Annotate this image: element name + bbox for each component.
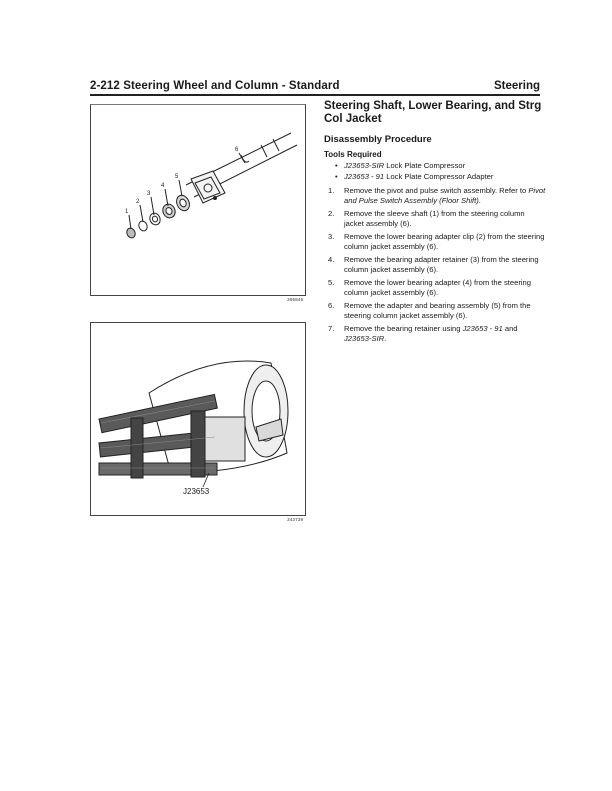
step-number: 5. <box>328 278 335 287</box>
step-number: 2. <box>328 209 335 218</box>
step-item <box>324 255 546 275</box>
tools-heading: Tools Required <box>324 150 382 159</box>
step-text: . <box>384 334 387 343</box>
figure-id-bottom: 343739 <box>287 518 304 523</box>
step-text: Remove the lower bearing adapter (4) from the steering column jacket assembly (6). <box>344 278 531 297</box>
step-number: 6. <box>328 301 335 310</box>
callout-3: 3 <box>147 191 151 197</box>
step-text: Remove the bearing retainer using <box>344 324 463 333</box>
page-header-title: 2-212 Steering Wheel and Column - Standard <box>90 80 340 92</box>
tool-list <box>324 161 546 182</box>
tool-item <box>324 161 546 172</box>
step-item <box>324 232 546 252</box>
step-number: 1. <box>328 186 335 195</box>
step-item <box>324 324 546 344</box>
tool-label-j23653: J23653 <box>183 487 210 496</box>
step-text: Remove the adapter and bearing assembly (5) from the steering column jacket assembly (6). <box>344 301 531 320</box>
step-text: Remove the pivot and pulse switch assembly. Refer to <box>344 186 529 195</box>
step-text: and <box>502 324 518 333</box>
step-item <box>324 209 546 229</box>
exploded-view-figure <box>90 104 306 303</box>
step-item <box>324 301 546 321</box>
tool-number: J23653-SIR <box>344 161 385 170</box>
procedure-title: Steering Shaft, Lower Bearing, and Strg Col Jacket <box>324 100 542 125</box>
step-text: Remove the sleeve shaft (1) from the steering column jacket assembly (6). <box>344 209 525 228</box>
tool-description: Lock Plate Compressor <box>384 161 466 170</box>
step-item <box>324 186 546 206</box>
step-text: Remove the bearing adapter retainer (3) from the steering column jacket assembly (6). <box>344 255 539 274</box>
step-number: 3. <box>328 232 335 241</box>
step-number: 7. <box>328 324 335 333</box>
figure-id-top: 356846 <box>287 298 304 303</box>
tool-description: Lock Plate Compressor Adapter <box>384 171 494 181</box>
step-number: 4. <box>328 255 335 264</box>
step-text: Remove the lower bearing adapter clip (2) from the steering column jacket assembly (6). <box>344 232 545 251</box>
tool-number: J23653 - 91 <box>344 171 385 181</box>
callout-4: 4 <box>161 183 165 189</box>
tool-item <box>324 172 546 183</box>
callout-2: 2 <box>136 199 140 205</box>
step-item <box>324 278 546 298</box>
compressor-tool-figure <box>90 322 306 523</box>
callout-5: 5 <box>175 174 179 180</box>
step-reference-link[interactable]: Pivot and Pulse Switch Assembly (Floor Shift) <box>344 186 546 205</box>
tool-reference: J23653-SIR <box>344 334 385 343</box>
exploded-view-drawing <box>91 105 305 295</box>
step-text: . <box>478 196 481 205</box>
page-header-section: Steering <box>493 80 540 92</box>
procedure-steps <box>324 186 546 344</box>
callout-1: 1 <box>125 209 129 215</box>
callout-6: 6 <box>235 147 239 153</box>
header-rule <box>90 94 540 96</box>
tool-reference: J23653 - 91 <box>462 324 503 333</box>
procedure-content <box>324 100 546 347</box>
procedure-subtitle: Disassembly Procedure <box>324 134 432 145</box>
